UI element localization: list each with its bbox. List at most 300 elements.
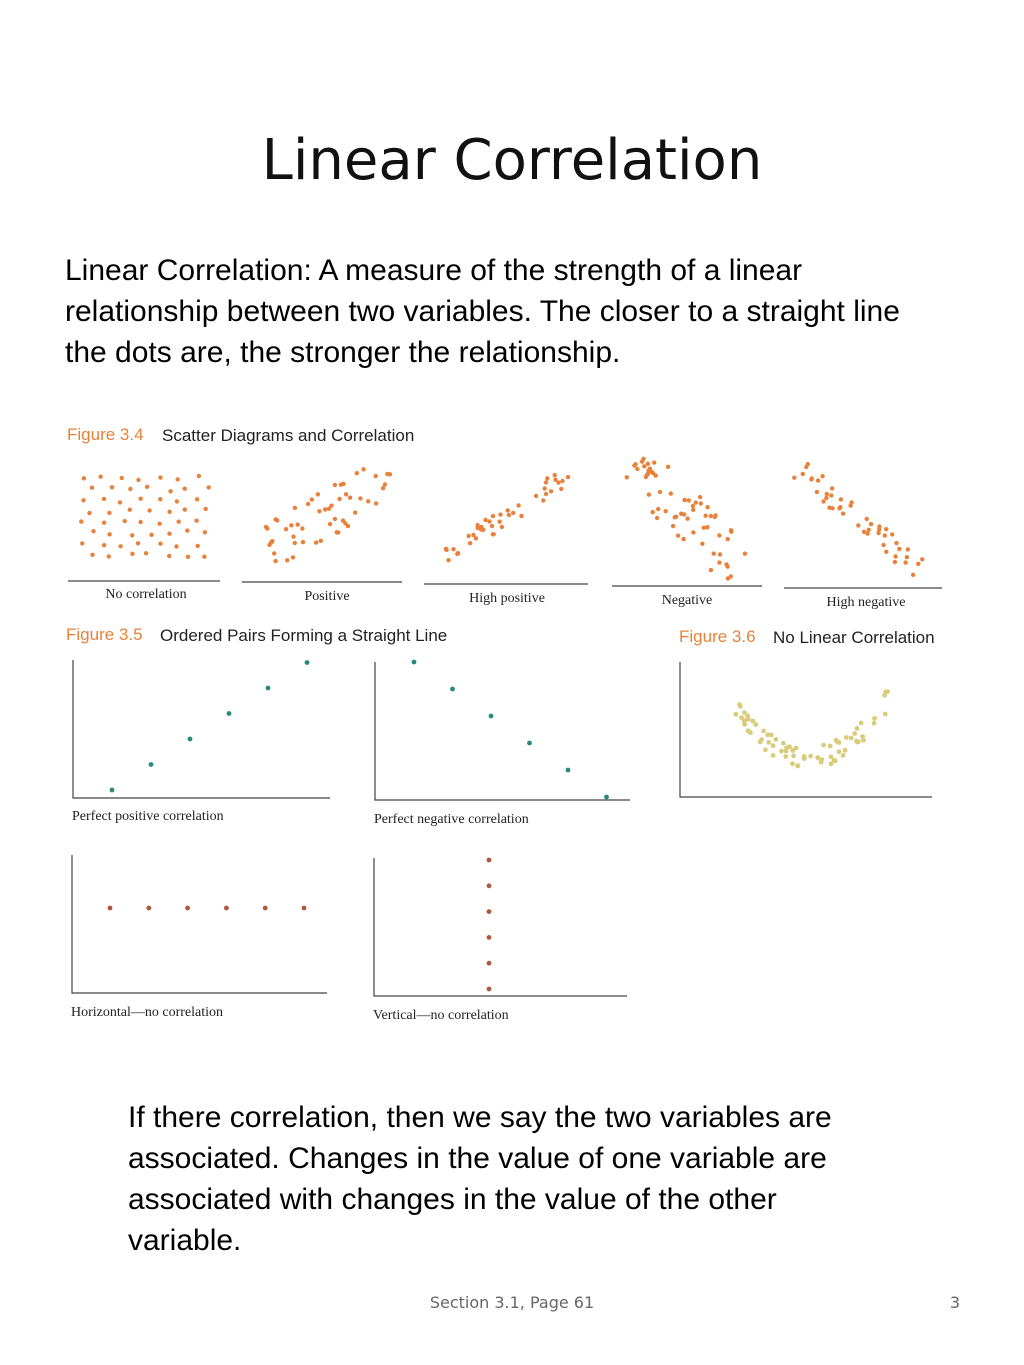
scatter-dot — [681, 537, 685, 541]
scatter-dot — [293, 506, 297, 510]
scatter-dot — [167, 554, 171, 558]
scatter-dot — [123, 519, 127, 523]
scatter-dot — [883, 533, 887, 537]
scatter-dot — [911, 573, 915, 577]
scatter-dot — [491, 514, 495, 518]
scatter-dot — [897, 547, 901, 551]
scatter-dot — [559, 487, 563, 491]
data-point — [227, 711, 232, 716]
scatter-dot — [658, 490, 662, 494]
scatter-dot — [516, 503, 520, 507]
scatter-dot — [474, 536, 478, 540]
scatter-dot — [139, 497, 143, 501]
data-point — [487, 858, 492, 863]
scatter-dot — [717, 533, 721, 537]
scatter-dot — [285, 558, 289, 562]
scatter-dot — [183, 507, 187, 511]
data-point — [108, 906, 113, 911]
axes-perfect-positive — [73, 660, 330, 798]
scatter-dot — [664, 509, 668, 513]
scatter-dot — [771, 753, 776, 758]
scatter-dot — [79, 519, 83, 523]
scatter-dot — [118, 500, 122, 504]
scatter-dot — [769, 733, 774, 738]
scatter-dot — [725, 564, 729, 568]
scatter-dot — [361, 467, 365, 471]
scatter-no-correlation — [79, 474, 211, 559]
scatter-dot — [669, 491, 673, 495]
scatter-dot — [158, 475, 162, 479]
scatter-dot — [128, 508, 132, 512]
scatter-dot — [128, 487, 132, 491]
scatter-dot — [300, 526, 304, 530]
scatter-dot — [781, 741, 786, 746]
data-point — [450, 687, 455, 692]
scatter-dot — [642, 464, 646, 468]
panel-label-positive: Positive — [304, 589, 350, 604]
points-perfect-positive — [110, 660, 310, 792]
scatter-dot — [691, 504, 695, 508]
scatter-dot — [844, 735, 849, 740]
scatter-dot — [849, 736, 854, 741]
scatter-dot — [102, 543, 106, 547]
scatter-dot — [306, 502, 310, 506]
scatter-dot — [748, 730, 753, 735]
scatter-dot — [333, 483, 337, 487]
scatter-dot — [120, 476, 124, 480]
scatter-dot — [366, 499, 370, 503]
scatter-dot — [771, 743, 776, 748]
scatter-dot — [729, 574, 733, 578]
scatter-dot — [791, 753, 796, 758]
scatter-dot — [185, 528, 189, 532]
scatter-dot — [541, 498, 545, 502]
scatter-dot — [830, 506, 834, 510]
scatter-dot — [828, 744, 833, 749]
scatter-dot — [819, 757, 824, 762]
scatter-dot — [82, 476, 86, 480]
scatter-dot — [348, 496, 352, 500]
scatter-dot — [337, 497, 341, 501]
data-point — [263, 906, 268, 911]
scatter-dot — [854, 739, 859, 744]
panel-label-high-positive: High positive — [469, 591, 545, 606]
scatter-dot — [328, 522, 332, 526]
scatter-dot — [739, 715, 744, 720]
scatter-dot — [498, 512, 502, 516]
scatter-dot — [682, 498, 686, 502]
scatter-dot — [204, 507, 208, 511]
scatter-dot — [865, 517, 869, 521]
scatter-dot — [824, 496, 828, 500]
data-point — [604, 795, 609, 800]
scatter-dot — [743, 552, 747, 556]
scatter-dot — [774, 737, 779, 742]
scatter-dot — [291, 555, 295, 559]
scatter-dot — [158, 542, 162, 546]
scatter-dot — [712, 551, 716, 555]
scatter-dot — [784, 749, 789, 754]
scatter-dot — [737, 702, 742, 707]
scatter-dot — [862, 530, 866, 534]
panel-label-high-negative: High negative — [826, 595, 906, 610]
scatter-dot — [673, 515, 677, 519]
scatter-dot — [446, 558, 450, 562]
scatter-dot — [829, 761, 834, 766]
scatter-dot — [511, 511, 515, 515]
scatter-dot — [102, 521, 106, 525]
scatter-dot — [203, 530, 207, 534]
scatter-dot — [802, 756, 807, 761]
scatter-dot — [358, 496, 362, 500]
scatter-dot — [130, 552, 134, 556]
scatter-dot — [790, 761, 795, 766]
data-point — [149, 762, 154, 767]
scatter-dot — [90, 553, 94, 557]
fig35-label: Figure 3.5 — [66, 625, 143, 644]
scatter-dot — [745, 714, 750, 719]
scatter-dot — [91, 529, 95, 533]
scatter-dot — [839, 497, 843, 501]
scatter-dot — [685, 517, 689, 521]
scatter-dot — [655, 516, 659, 520]
scatter-dot — [553, 473, 557, 477]
scatter-dot — [107, 511, 111, 515]
scatter-dot — [650, 470, 654, 474]
scatter-dot — [543, 486, 547, 490]
scatter-dot — [296, 522, 300, 526]
scatter-dot — [700, 542, 704, 546]
slide-title: Linear Correlation — [261, 128, 763, 193]
scatter-dot — [893, 560, 897, 564]
scatter-dot — [467, 534, 471, 538]
scatter-dot — [883, 712, 888, 717]
scatter-dot — [267, 543, 271, 547]
data-point — [185, 906, 190, 911]
points-vertical — [487, 858, 492, 992]
scatter-dot — [186, 555, 190, 559]
points-perfect-negative — [412, 660, 609, 800]
scatter-dot — [272, 551, 276, 555]
scatter-dot — [487, 519, 491, 523]
points-horizontal — [108, 906, 307, 911]
scatter-dot — [705, 505, 709, 509]
scatter-dot — [633, 462, 637, 466]
scatter-dot — [877, 524, 881, 528]
scatter-dot — [479, 527, 483, 531]
data-point — [487, 987, 492, 992]
scatter-dot — [107, 532, 111, 536]
scatter-dot — [893, 554, 897, 558]
scatter-dot — [709, 568, 713, 572]
scatter-dot — [867, 528, 871, 532]
data-point — [266, 686, 271, 691]
scatter-dot — [110, 485, 114, 489]
scatter-dot — [167, 510, 171, 514]
scatter-dot — [157, 522, 161, 526]
data-point — [224, 906, 229, 911]
scatter-dot — [491, 532, 495, 536]
data-point — [489, 714, 494, 719]
scatter-dot — [876, 531, 880, 535]
scatter-dot — [176, 477, 180, 481]
scatter-dot — [506, 508, 510, 512]
scatter-dot — [815, 490, 819, 494]
scatter-dot — [545, 476, 549, 480]
fig34-caption: Scatter Diagrams and Correlation — [162, 426, 415, 445]
data-point — [110, 788, 115, 793]
scatter-dot — [645, 473, 649, 477]
scatter-dot — [837, 506, 841, 510]
data-point — [527, 741, 532, 746]
scatter-dot — [766, 740, 771, 745]
data-point — [146, 906, 151, 911]
scatter-dot — [168, 489, 172, 493]
scatter-dot — [336, 530, 340, 534]
scatter-dot — [456, 551, 460, 555]
scatter-dot — [136, 541, 140, 545]
definition-text: Linear Correlation: A measure of the strength of a linear relationship between two variables. The closer to a straight line the dots are, the stronger the relationship. — [65, 254, 900, 369]
fig36-label: Figure 3.6 — [679, 627, 756, 646]
scatter-dot — [691, 530, 695, 534]
scatter-dot — [821, 743, 826, 748]
scatter-dot — [884, 527, 888, 531]
scatter-dot — [319, 539, 323, 543]
scatter-dot — [333, 517, 337, 521]
axes-no-linear — [680, 662, 932, 797]
scatter-dot — [500, 525, 504, 529]
scatter-high-positive — [444, 473, 570, 563]
scatter-dot — [829, 493, 833, 497]
data-point — [188, 737, 193, 742]
scatter-dot — [729, 530, 733, 534]
scatter-dot — [107, 554, 111, 558]
scatter-dot — [687, 498, 691, 502]
scatter-dot — [806, 462, 810, 466]
data-point — [566, 768, 571, 773]
panel-label-horizontal: Horizontal—no correlation — [71, 1005, 224, 1020]
scatter-dot — [691, 508, 695, 512]
fig35-caption: Ordered Pairs Forming a Straight Line — [160, 626, 448, 645]
scatter-dot — [821, 499, 825, 503]
scatter-dot — [837, 749, 842, 754]
scatter-dot — [656, 507, 660, 511]
scatter-dot — [316, 492, 320, 496]
scatter-dot — [816, 478, 820, 482]
scatter-dot — [759, 737, 764, 742]
scatter-dot — [194, 519, 198, 523]
association-text: If there correlation, then we say the two variables are associated. Changes in the value of one variable are associated with changes in the value of the other variable. — [128, 1101, 832, 1257]
scatter-dot — [519, 514, 523, 518]
scatter-dot — [820, 474, 824, 478]
scatter-dot — [317, 509, 321, 513]
scatter-dot — [544, 480, 548, 484]
scatter-dot — [702, 526, 706, 530]
scatter-dot — [679, 512, 683, 516]
scatter-dot — [834, 738, 839, 743]
scatter-dot — [920, 557, 924, 561]
scatter-dot — [841, 511, 845, 515]
scatter-dot — [779, 749, 784, 754]
scatter-dot — [174, 544, 178, 548]
scatter-dot — [293, 541, 297, 545]
scatter-dot — [881, 543, 885, 547]
scatter-dot — [861, 738, 866, 743]
scatter-dot — [856, 523, 860, 527]
points-no-linear-curve — [734, 689, 890, 768]
scatter-dot — [291, 535, 295, 539]
data-point — [412, 660, 417, 665]
scatter-dot — [197, 474, 201, 478]
scatter-dot — [490, 524, 494, 528]
scatter-positive — [264, 467, 392, 563]
scatter-dot — [130, 533, 134, 537]
scatter-dot — [890, 532, 894, 536]
scatter-dot — [726, 537, 730, 541]
page-number: 3 — [949, 1293, 960, 1312]
scatter-dot — [763, 748, 768, 753]
panel-label-no-correlation: No correlation — [105, 587, 187, 602]
scatter-dot — [905, 555, 909, 559]
footer-reference: Section 3.1, Page 61 — [429, 1293, 595, 1312]
scatter-dot — [855, 726, 860, 731]
scatter-dot — [916, 562, 920, 566]
scatter-dot — [374, 501, 378, 505]
scatter-dot — [694, 500, 698, 504]
scatter-dot — [468, 541, 472, 545]
axes-vertical — [374, 858, 627, 996]
scatter-dot — [676, 534, 680, 538]
scatter-dot — [869, 522, 873, 526]
scatter-dot — [801, 472, 805, 476]
scatter-dot — [671, 524, 675, 528]
scatter-dot — [830, 486, 834, 490]
scatter-dot — [344, 492, 348, 496]
scatter-dot — [289, 523, 293, 527]
scatter-dot — [265, 526, 269, 530]
scatter-dot — [783, 754, 788, 759]
scatter-dot — [809, 477, 813, 481]
scatter-dot — [903, 560, 907, 564]
scatter-dot — [795, 764, 800, 769]
scatter-dot — [374, 474, 378, 478]
figure-collage — [0, 400, 1024, 1040]
scatter-dot — [385, 472, 389, 476]
fig34-label: Figure 3.4 — [67, 425, 144, 444]
scatter-dot — [894, 541, 898, 545]
scatter-dot — [149, 533, 153, 537]
scatter-dot — [884, 550, 888, 554]
scatter-dot — [560, 479, 564, 483]
scatter-dot — [507, 513, 511, 517]
scatter-dot — [718, 552, 722, 556]
data-point — [487, 883, 492, 888]
scatter-dot — [451, 547, 455, 551]
scatter-dot — [353, 510, 357, 514]
scatter-dot — [341, 482, 345, 486]
scatter-dot — [314, 540, 318, 544]
scatter-dot — [80, 541, 84, 545]
scatter-dot — [703, 514, 707, 518]
scatter-dot — [742, 722, 747, 727]
scatter-dot — [87, 511, 91, 515]
scatter-dot — [794, 746, 799, 751]
scatter-dot — [145, 485, 149, 489]
scatter-dot — [284, 527, 288, 531]
scatter-dot — [792, 476, 796, 480]
scatter-dot — [90, 486, 94, 490]
scatter-dot — [498, 520, 502, 524]
scatter-dot — [195, 497, 199, 501]
scatter-dot — [147, 508, 151, 512]
fig36-caption: No Linear Correlation — [773, 628, 935, 647]
scatter-dot — [652, 460, 656, 464]
data-point — [487, 909, 492, 914]
scatter-dot — [177, 520, 181, 524]
panel-label-perfect-negative: Perfect negative correlation — [374, 812, 529, 827]
scatter-dot — [273, 559, 277, 563]
scatter-dot — [699, 501, 703, 505]
scatter-dot — [544, 492, 548, 496]
scatter-dot — [196, 544, 200, 548]
scatter-dot — [852, 731, 857, 736]
scatter-dot — [872, 721, 877, 726]
scatter-dot — [175, 499, 179, 503]
scatter-dot — [848, 504, 852, 508]
scatter-dot — [647, 492, 651, 496]
scatter-dot — [566, 475, 570, 479]
scatter-dot — [625, 475, 629, 479]
scatter-dot — [310, 497, 314, 501]
scatter-dot — [651, 510, 655, 514]
scatter-dot — [183, 487, 187, 491]
scatter-dot — [274, 517, 278, 521]
scatter-dot — [158, 497, 162, 501]
scatter-dot — [81, 498, 85, 502]
scatter-dot — [761, 729, 766, 734]
scatter-dot — [641, 457, 645, 461]
scatter-high-negative — [792, 462, 924, 577]
scatter-dot — [355, 471, 359, 475]
scatter-dot — [734, 712, 739, 717]
scatter-dot — [483, 518, 487, 522]
scatter-dot — [118, 544, 122, 548]
scatter-dot — [713, 513, 717, 517]
scatter-dot — [167, 532, 171, 536]
scatter-dot — [709, 514, 713, 518]
scatter-dot — [346, 524, 350, 528]
scatter-dot — [841, 753, 846, 758]
scatter-dot — [549, 489, 553, 493]
scatter-dot — [872, 716, 877, 721]
scatter-dot — [301, 540, 305, 544]
scatter-dot — [646, 462, 650, 466]
panel-label-perfect-positive: Perfect positive correlation — [72, 809, 224, 824]
scatter-dot — [144, 551, 148, 555]
data-point — [302, 906, 307, 911]
data-point — [487, 935, 492, 940]
scatter-dot — [207, 485, 211, 489]
scatter-dot — [859, 721, 864, 726]
scatter-dot — [138, 520, 142, 524]
scatter-dot — [635, 467, 639, 471]
data-point — [305, 660, 310, 665]
scatter-dot — [202, 555, 206, 559]
axes-horizontal — [72, 855, 327, 993]
data-point — [487, 961, 492, 966]
scatter-dot — [444, 547, 448, 551]
scatter-dot — [906, 547, 910, 551]
